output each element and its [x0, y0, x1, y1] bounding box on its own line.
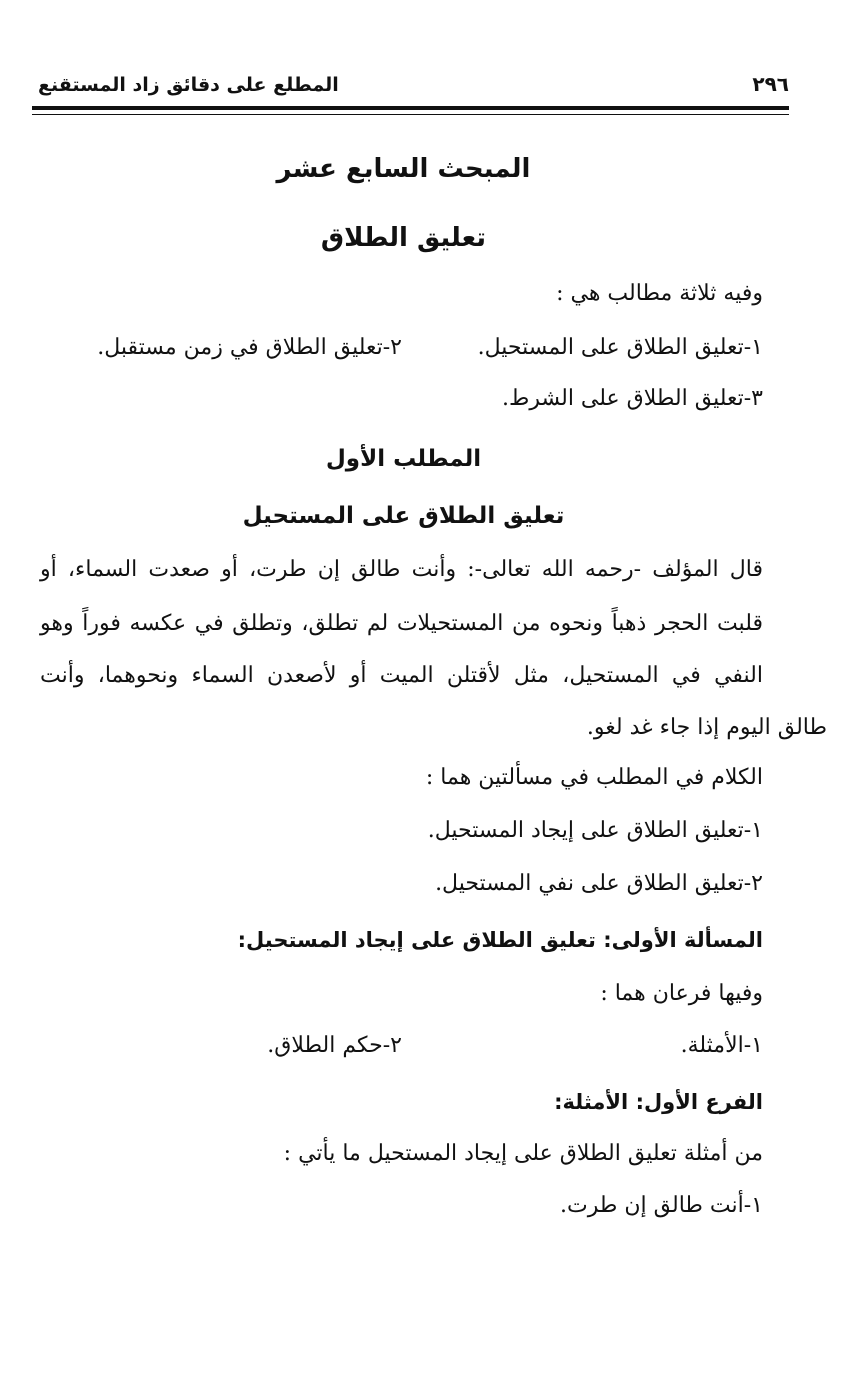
header-rule-thick	[32, 106, 789, 110]
chapter-title: المبحث السابع عشر	[276, 154, 531, 184]
chapter-subtitle: تعليق الطلاق	[320, 223, 487, 253]
branch-one-lead: من أمثلة تعليق الطلاق على إيجاد المستحيل ما يأتي :	[283, 1141, 763, 1166]
paragraph-line: قلبت الحجر ذهباً ونحوه من المستحيلات لم تطلق، وتطلق في عكسه فوراً وهو	[40, 611, 763, 636]
issue-item-2: ٢-تعليق الطلاق على نفي المستحيل.	[435, 871, 763, 896]
issue-item-1: ١-تعليق الطلاق على إيجاد المستحيل.	[427, 818, 763, 843]
paragraph-line: قال المؤلف -رحمه الله تعالى-: وأنت طالق إن طرت، أو صعدت السماء، أو	[40, 557, 763, 582]
issue-one-title: المسألة الأولى: تعليق الطلاق على إيجاد المستحيل:	[237, 928, 763, 952]
intro-item-3: ٣-تعليق الطلاق على الشرط.	[502, 386, 763, 411]
running-book-title: المطلع على دقائق زاد المستقنع	[38, 74, 339, 96]
running-header	[32, 72, 789, 106]
example-item-1: ١-أنت طالق إن طرت.	[560, 1193, 763, 1218]
section-title: المطلب الأول	[325, 446, 482, 472]
paragraph-line: طالق اليوم إذا جاء غد لغو.	[586, 715, 827, 740]
intro-lead: وفيه ثلاثة مطالب هي :	[556, 281, 763, 306]
intro-item-1: ١-تعليق الطلاق على المستحيل.	[477, 335, 763, 360]
paragraph-line: النفي في المستحيل، مثل لأقتلن الميت أو لأصعدن السماء ونحوهما، وأنت	[40, 663, 763, 688]
page-number: ٢٩٦	[752, 72, 789, 96]
issues-lead: الكلام في المطلب في مسألتين هما :	[425, 765, 763, 790]
intro-item-2: ٢-تعليق الطلاق في زمن مستقبل.	[97, 335, 402, 360]
branch-item-1: ١-الأمثلة.	[680, 1033, 763, 1058]
section-subtitle: تعليق الطلاق على المستحيل	[242, 503, 565, 529]
branch-item-2: ٢-حكم الطلاق.	[267, 1033, 402, 1058]
branch-one-title: الفرع الأول: الأمثلة:	[554, 1090, 763, 1114]
branches-lead: وفيها فرعان هما :	[600, 981, 763, 1006]
header-rule-thin	[32, 114, 789, 115]
